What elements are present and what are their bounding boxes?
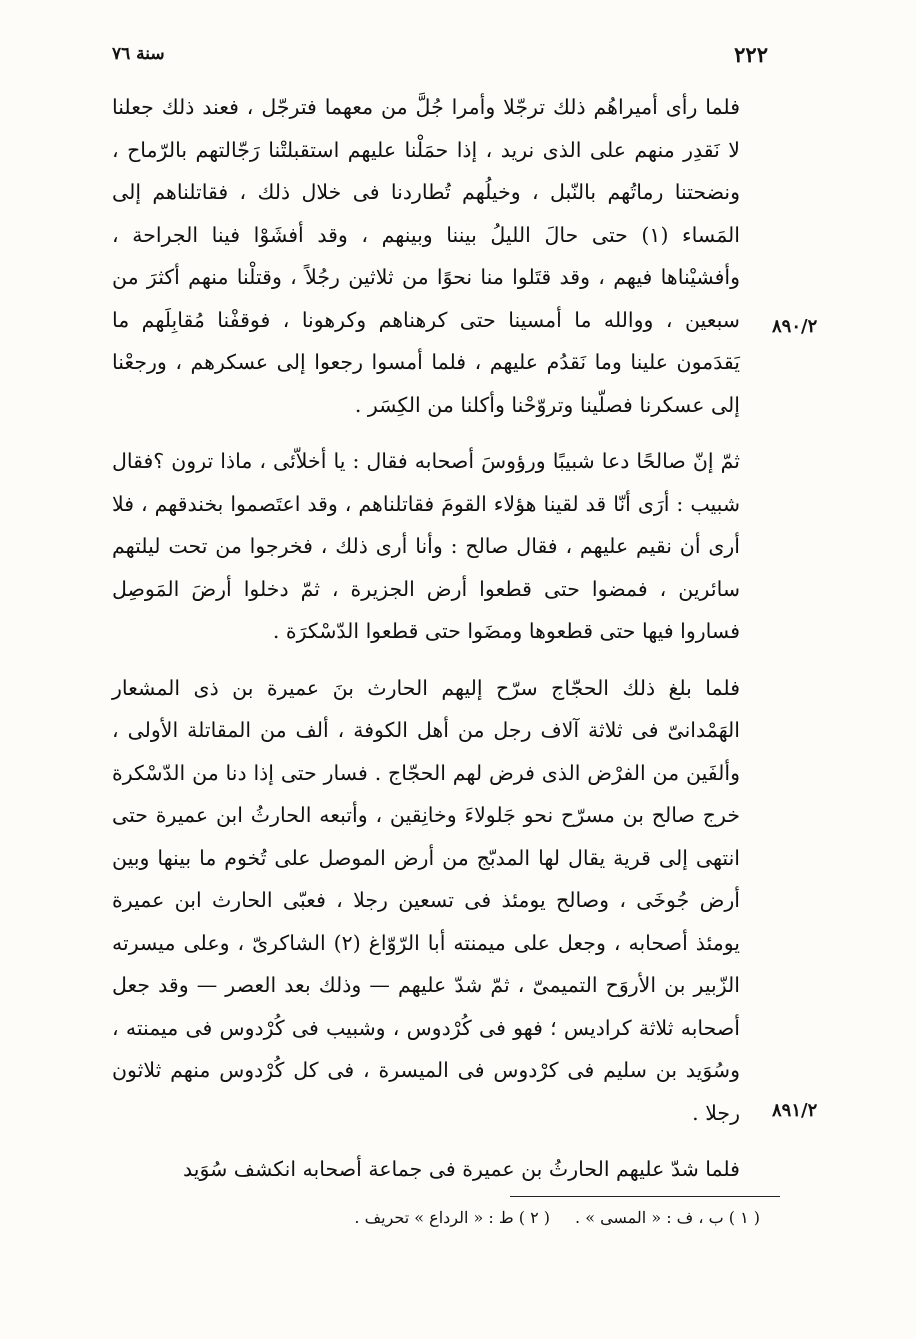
paragraph: ثمّ إنّ صالحًا دعا شبيبًا ورؤوسَ أصحابه فقال : يا أخلاّئى ، ماذا ترون ؟فقال شبيب : أرَى أنّا قد لقينا هؤلاء القومَ فقاتلناهم ، وقد اعتَصموا بخندقهم ، فلا أرى أن نقيم عليهم ، فقال صالح : وأنا أرى ذلك ، فخرجوا من تحت ليلتهم سائرين ، فمضوا حتى قطعوا أرض الجزيرة ، ثمّ دخلوا أرضَ المَوصِل فساروا فيها حتى قطعوها ومضَوا حتى قطعوا الدّسْكرَة . (112, 449, 740, 643)
body-text (112, 86, 768, 1191)
paragraph: فلما بلغ ذلك الحجّاج سرّح إليهم الحارث بنَ عميرة بن ذى المشعار الهَمْدانىّ فى ثلاثة آلاف رجل من أهل الكوفة ، ألف من المقاتلة الأولى ، وألفَين من الفرْض الذى فرض لهم الحجّاج . فسار حتى إذا دنا من الدّسْكرة خرج صالح بن مسرّح نحو جَلولاءَ وخانِقين ، وأتبعه الحارثُ ابن عميرة حتى انتهى إلى قرية يقال لها المدبّج من أرض الموصل على تُخوم ما بينها وبين أرض جُوخَى ، وصالح يومئذ فى تسعين رجلا ، فعبّى الحارث ابن عميرة يومئذ أصحابه ، وجعل على ميمنته أبا الرّوّاغ (٢) الشاكرىّ ، وعلى ميسرته الزّبير بن الأروَح التميمىّ ، ثمّ شدّ عليهم — وذلك بعد العصر — وقد جعل أصحابه ثلاثة كراديس ؛ فهو فى كُرْدوس ، وشبيب فى كُرْدوس فى ميمنته ، وسُوَيد بن سليم فى كرْدوس فى الميسرة ، فى كل كُرْدوس منهم ثلاثون رجلا . (112, 675, 740, 1125)
page-header (112, 42, 768, 72)
footnote: ( ٢ ) ط : « الرداع » تحريف . (354, 1208, 550, 1227)
year-heading: سنة ٧٦ (112, 44, 165, 64)
margin-reference: ٨٩١/٢ (772, 1100, 818, 1121)
footnotes (200, 1208, 760, 1232)
paragraph: فلما شدّ عليهم الحارثُ بن عميرة فى جماعة أصحابه انكشف سُوَيد (183, 1157, 740, 1181)
footnote-divider (510, 1196, 780, 1197)
page-number: ٢٢٢ (734, 42, 768, 67)
margin-reference: ٨٩٠/٢ (772, 316, 818, 337)
footnote: ( ١ ) ب ، ف : « المسى » . (575, 1208, 760, 1227)
paragraph: فلما رأى أميراهُم ذلك ترجّلا وأمرا جُلَّ من معهما فترجّل ، فعند ذلك جعلنا لا نَقدِر منهم على الذى نريد ، إذا حمَلْنا عليهم استقبلتْنا رَجّالتهم بالرّماح ، ونضحتنا رماتُهم بالنّبل ، وخيلُهم تُطاردنا فى خلال ذلك ، فقاتلناهم إلى المَساء (١) حتى حالَ الليلُ بيننا وبينهم ، وقد أفشَوْا فينا الجراحة ، وأفشيْناها فيهم ، وقد قتَلوا منا نحوًا من ثلاثين رجُلاً ، وقتلْنا منهم أكثرَ من سبعين ، ووالله ما أمسينا حتى كرهناهم وكرهونا ، فوقفْنا مُقابِلَهم ما يَقدَمون علينا وما نَقدُم عليهم ، فلما أمسوا رجعوا إلى عسكرهم ، ورجعْنا إلى عسكرنا فصلّينا وتروّحْنا وأكلنا من الكِسَر . (112, 95, 741, 417)
